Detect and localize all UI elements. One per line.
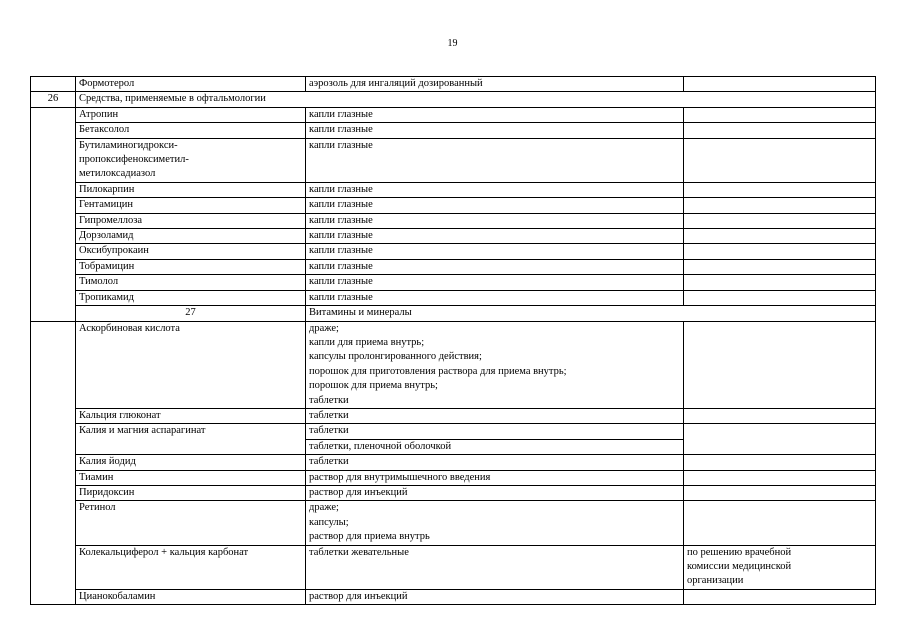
dosage-form: таблетки жевательные: [306, 545, 684, 589]
dosage-form: капли глазные: [306, 107, 684, 122]
dosage-form: капли глазные: [306, 275, 684, 290]
drug-list-table: [30, 76, 876, 605]
drug-name: Кальция глюконат: [76, 408, 306, 423]
dosage-form-line: капсулы;: [309, 516, 349, 528]
dosage-form-line: таблетки: [309, 394, 349, 406]
dosage-form: таблетки, пленочной оболочкой: [306, 439, 684, 454]
note-cell: [684, 501, 876, 545]
dosage-form: таблетки: [306, 408, 684, 423]
dosage-form: капли глазные: [306, 198, 684, 213]
table-row: [31, 545, 876, 589]
note-cell: [684, 408, 876, 423]
dosage-form: таблетки: [306, 455, 684, 470]
drug-name: Пилокарпин: [76, 182, 306, 197]
note-cell: [684, 259, 876, 274]
dosage-form-line: порошок для приготовления раствора для приема внутрь;: [309, 365, 567, 377]
dosage-form-line: капли для приема внутрь;: [309, 336, 425, 348]
drug-name: Бетаксолол: [76, 123, 306, 138]
drug-name: Тиамин: [76, 470, 306, 485]
table-row: [31, 244, 876, 259]
dosage-form: [306, 501, 684, 545]
dosage-form: раствор для внутримышечного введения: [306, 470, 684, 485]
section-number-filler: [31, 107, 76, 321]
dosage-form: раствор для инъекций: [306, 485, 684, 500]
section-title: Витамины и минералы: [306, 306, 876, 321]
table-row: [31, 485, 876, 500]
drug-name: Гентамицин: [76, 198, 306, 213]
table-row: [31, 123, 876, 138]
dosage-form: капли глазные: [306, 123, 684, 138]
drug-name: Колекальциферол + кальция карбонат: [76, 545, 306, 589]
table-row: [31, 501, 876, 545]
note-cell: [684, 198, 876, 213]
table-row: [31, 589, 876, 604]
drug-name: Тобрамицин: [76, 259, 306, 274]
section-row: [31, 306, 876, 321]
section-number: 27: [76, 306, 306, 321]
drug-name: Аскорбиновая кислота: [76, 321, 306, 408]
note-cell: [684, 138, 876, 182]
section-number: 26: [31, 92, 76, 107]
note-cell: [684, 123, 876, 138]
dosage-form: аэрозоль для ингаляций дозированный: [306, 77, 684, 92]
drug-name-line: пропоксифеноксиметил-: [79, 154, 189, 166]
table-row: [31, 107, 876, 122]
dosage-form: раствор для инъекций: [306, 589, 684, 604]
dosage-form: капли глазные: [306, 229, 684, 244]
note-cell: [684, 545, 876, 589]
table-row: [31, 229, 876, 244]
note-cell: [684, 424, 876, 455]
drug-name: Пиридоксин: [76, 485, 306, 500]
drug-name-line: Бутиламиногидрокси-: [79, 139, 178, 151]
drug-name: Формотерол: [76, 77, 306, 92]
table-row: [31, 182, 876, 197]
table-row: [31, 213, 876, 228]
table-row: [31, 470, 876, 485]
note-line: организации: [687, 575, 744, 587]
drug-name: Дорзоламид: [76, 229, 306, 244]
note-cell: [684, 589, 876, 604]
drug-name: Тимолол: [76, 275, 306, 290]
drug-name: [76, 138, 306, 182]
page-number: 19: [447, 38, 458, 49]
dosage-form: капли глазные: [306, 259, 684, 274]
note-cell: [684, 213, 876, 228]
note-cell: [684, 244, 876, 259]
dosage-form-line: драже;: [309, 502, 339, 514]
dosage-form-line: капсулы пролонгированного действия;: [309, 351, 482, 363]
note-cell: [684, 275, 876, 290]
dosage-form: капли глазные: [306, 213, 684, 228]
dosage-form: капли глазные: [306, 290, 684, 305]
table-row: [31, 290, 876, 305]
note-cell: [684, 182, 876, 197]
dosage-form: капли глазные: [306, 182, 684, 197]
table-row: [31, 455, 876, 470]
section-number-filler: [31, 321, 76, 605]
note-cell: [684, 485, 876, 500]
section-title: Средства, применяемые в офтальмологии: [76, 92, 876, 107]
table-row: [31, 198, 876, 213]
drug-name: Цианокобаламин: [76, 589, 306, 604]
table-row: [31, 77, 876, 92]
drug-name: Калия и магния аспарагинат: [76, 424, 306, 455]
note-cell: [684, 470, 876, 485]
drug-name: Тропикамид: [76, 290, 306, 305]
dosage-form-line: раствор для приема внутрь: [309, 531, 430, 543]
drug-name: Оксибупрокаин: [76, 244, 306, 259]
note-line: комиссии медицинской: [687, 561, 792, 572]
dosage-form: таблетки: [306, 424, 684, 439]
table-row: [31, 259, 876, 274]
note-cell: [684, 321, 876, 408]
note-line: по решению врачебной: [687, 546, 792, 558]
table-row: [31, 408, 876, 423]
table-row: [31, 138, 876, 182]
note-cell: [684, 229, 876, 244]
dosage-form: [306, 321, 684, 408]
section-row: [31, 92, 876, 107]
table-row: [31, 424, 876, 439]
note-cell: [684, 290, 876, 305]
row-number: [31, 77, 76, 92]
dosage-form: капли глазные: [306, 138, 684, 182]
table-row: [31, 275, 876, 290]
dosage-form: капли глазные: [306, 244, 684, 259]
drug-name: Калия йодид: [76, 455, 306, 470]
drug-name-line: метилоксадиазол: [79, 168, 156, 180]
dosage-form-line: порошок для приема внутрь;: [309, 380, 438, 392]
drug-name: Гипромеллоза: [76, 213, 306, 228]
drug-name: Ретинол: [76, 501, 306, 545]
dosage-form-line: драже;: [309, 322, 339, 334]
note-cell: [684, 455, 876, 470]
note-cell: [684, 107, 876, 122]
table-row: [31, 321, 876, 408]
note-cell: [684, 77, 876, 92]
drug-name: Атропин: [76, 107, 306, 122]
